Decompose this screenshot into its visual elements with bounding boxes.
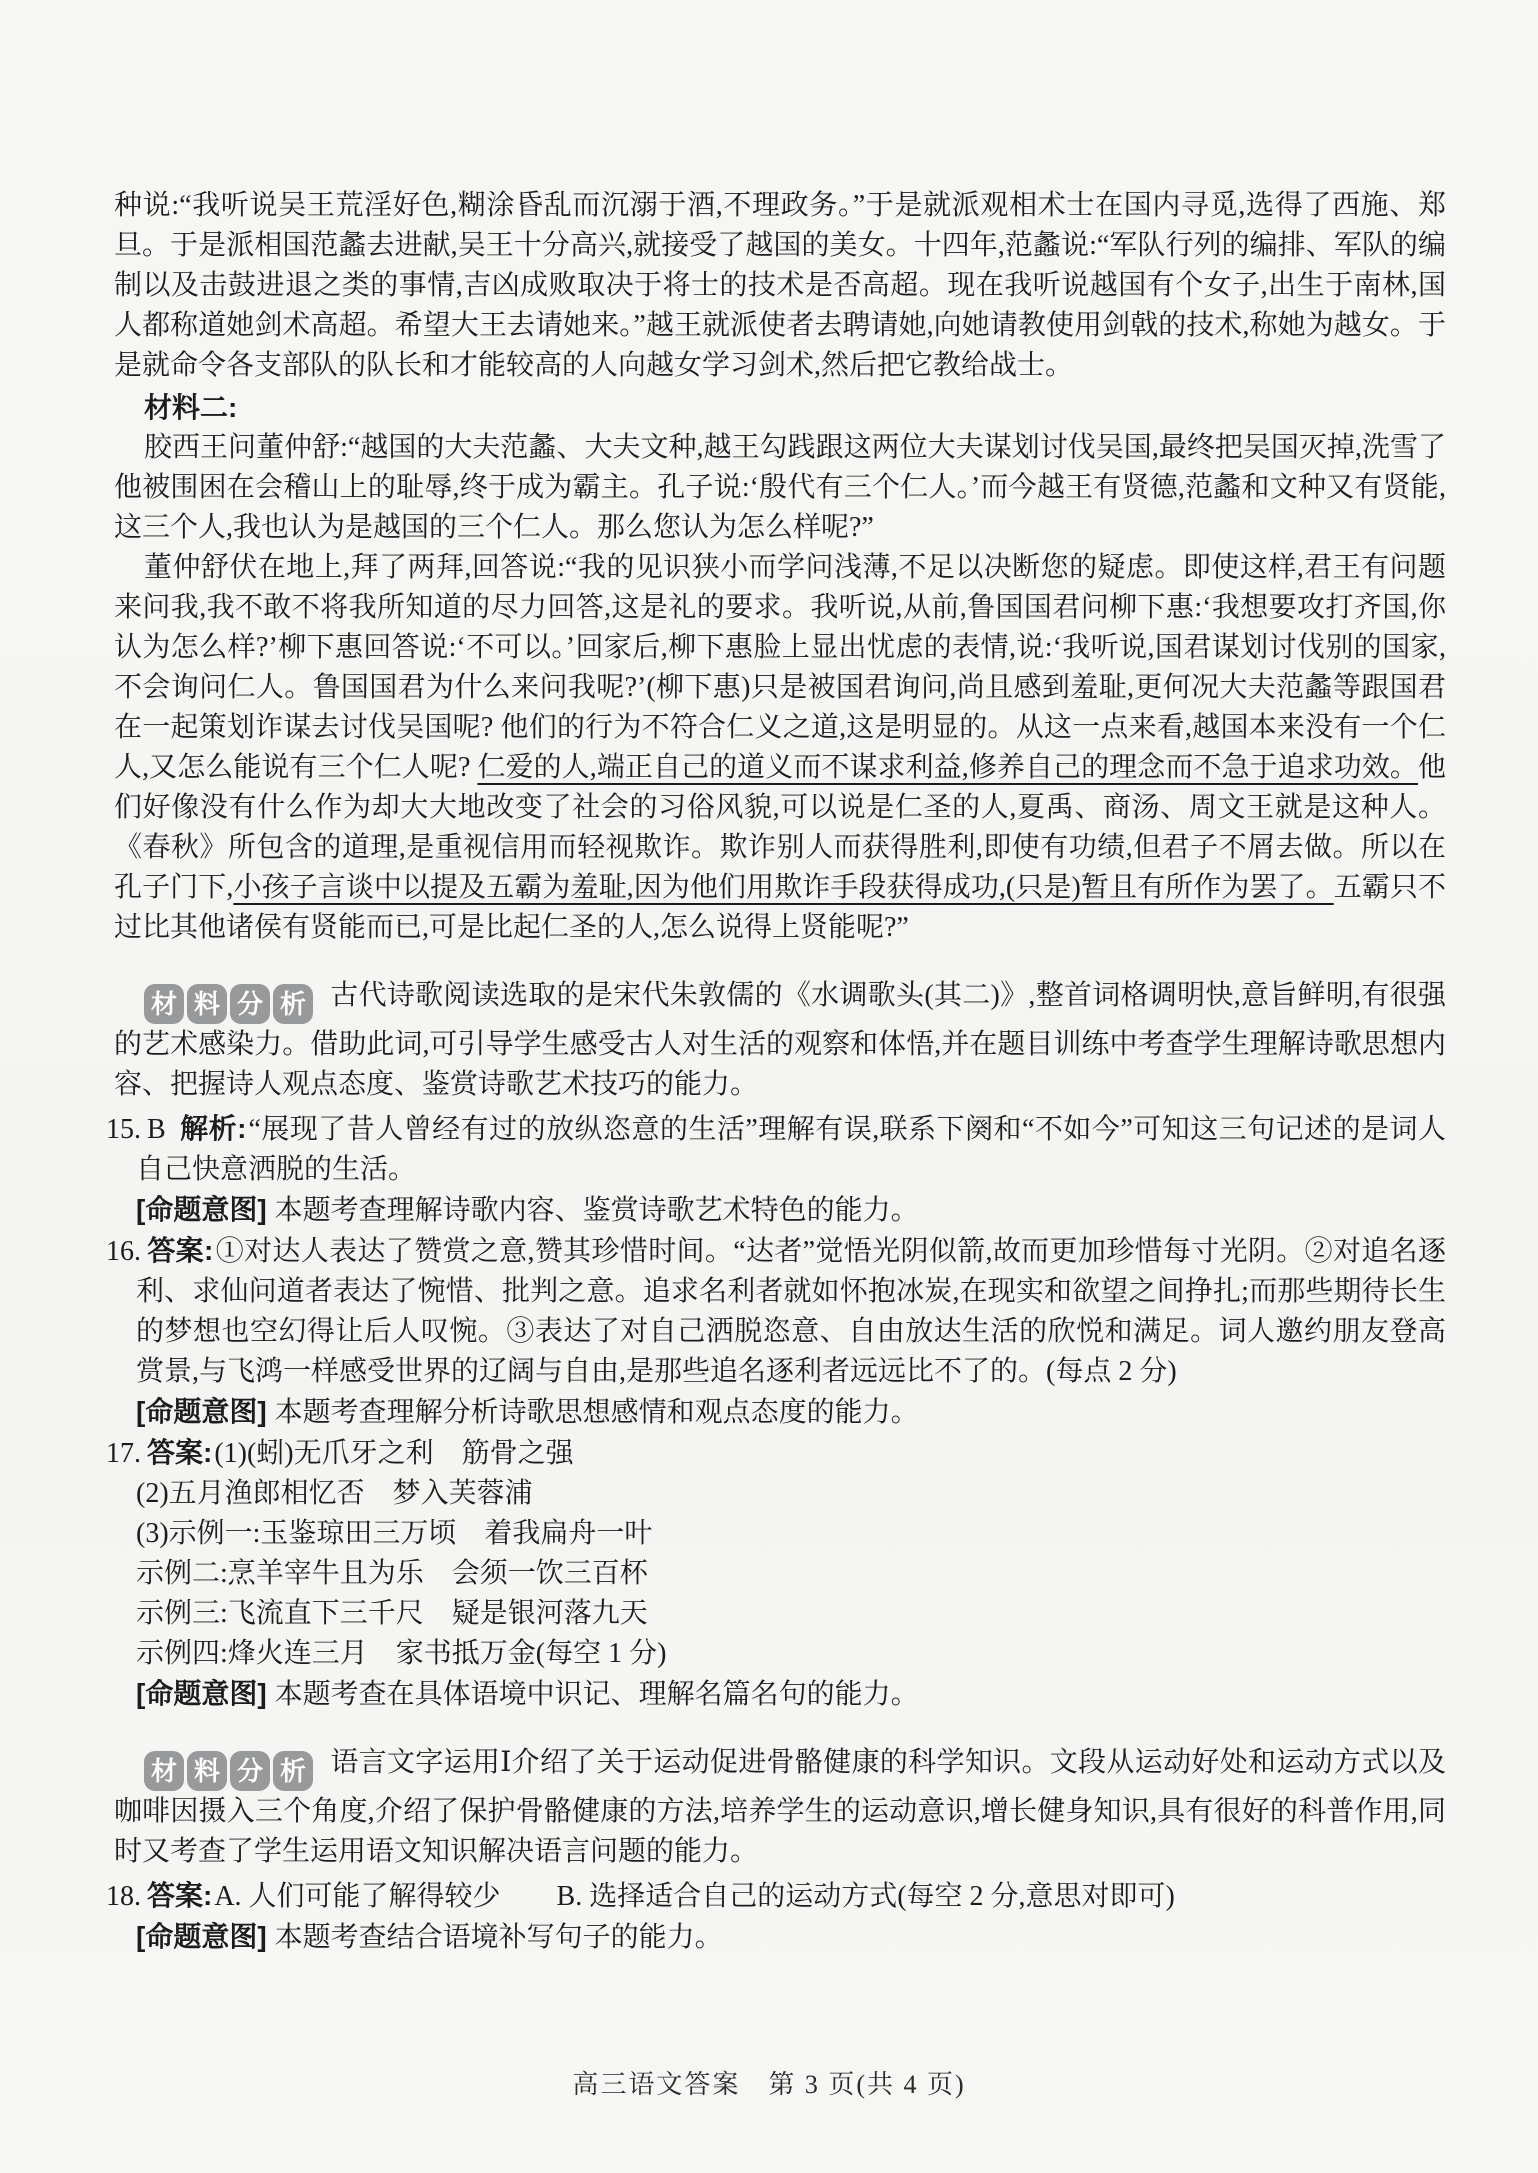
- badge-char-cai: 材: [144, 1751, 184, 1791]
- intent-label: [命题意图]: [136, 1396, 267, 1427]
- answer-sheet-content: [106, 186, 1446, 1958]
- question-18-number: 18.: [106, 1881, 141, 1912]
- badge-char-fen: 分: [230, 984, 270, 1024]
- question-18-answer-text: A. 人们可能了解得较少 B. 选择适合自己的运动方式(每空 2 分,意思对即可): [214, 1881, 1175, 1912]
- question-15-intent-line: [136, 1190, 1446, 1231]
- question-16-answer-text: ①对达人表达了赞赏之意,赞其珍惜时间。“达者”觉悟光阴似箭,故而更加珍惜每寸光阴。②对追名逐利、求仙问道者表达了惋惜、批判之意。追求名利者就如怀抱冰炭,在现实和欲望之间挣扎;而那些期待长生的梦想也空幻得让后人叹惋。③表达了对自己洒脱恣意、自由放达生活的欣悦和满足。词人邀约朋友登高赏景,与飞鸿一样感受世界的辽阔与自由,是那些追名逐利者远远比不了的。(每点 2 分): [136, 1236, 1446, 1387]
- material-analysis-badge: [144, 1751, 316, 1792]
- intent-text: 本题考查结合语境补写句子的能力。: [274, 1922, 723, 1953]
- jiexi-label: 解析:: [179, 1113, 247, 1144]
- badge-char-liao: 料: [187, 1751, 227, 1791]
- question-17-answer-line: 示例四:烽火连三月 家书抵万金(每空 1 分): [136, 1638, 667, 1669]
- question-15: [106, 1109, 1446, 1231]
- question-16: [106, 1231, 1446, 1433]
- para2-segment: 董仲舒伏在地上,拜了两拜,回答说:“我的见识狭小而学问浅薄,不足以决断您的疑虑。即使这样,君王有问题来问我,我不敢不将我所知道的尽力回答,这是礼的要求。我听说,从前,鲁国国君问柳下惠:‘我想要攻打齐国,你认为怎么样?’柳下惠回答说:‘不可以。’回家后,柳下惠脸上显出忧虑的表情,说:‘我听说,国君谋划讨伐别的国家,不会询问仁人。鲁国国君为什么来问我呢?’(柳下惠)只是被国君询问,尚且感到羞耻,更何况大夫范蠡等跟国君在一起策划诈谋去讨伐吴国呢? 他们的行为不符合仁义之道,这是明显的。从这一点来看,越国本来没有一个仁人,又怎么能说有三个仁人呢?: [114, 552, 1446, 783]
- question-17-answer-line: (1)(蚓)无爪牙之利 筋骨之强: [214, 1438, 574, 1469]
- para2-segment: 五霸只不过比其他诸侯有贤能而已,可是比起仁圣的人,怎么说得上贤能呢?”: [114, 872, 1446, 943]
- daan-label: 答案:: [147, 1235, 214, 1266]
- daan-label: 答案:: [147, 1880, 213, 1911]
- question-17-answer-line: (2)五月渔郎相忆否 梦入芙蓉浦: [136, 1478, 533, 1509]
- question-17-number: 17.: [106, 1438, 141, 1469]
- question-17-answer-line: 示例三:飞流直下三千尺 疑是银河落九天: [136, 1598, 648, 1629]
- para2-segment: 他们好像没有什么作为却大大地改变了社会的习俗风貌,可以说是仁圣的人,夏禹、商汤、周文王就是这种人。《春秋》所包含的道理,是重视信用而轻视欺诈。欺诈别人而获得胜利,即使有功绩,但君子不屑去做。所以在孔子门下,: [114, 752, 1446, 903]
- question-15-answer-letter: B: [147, 1114, 166, 1145]
- badge-char-fen: 分: [230, 1751, 270, 1791]
- material-analysis-block-poetry: [114, 976, 1446, 1105]
- intent-text: 本题考查在具体语境中识记、理解名篇名句的能力。: [274, 1679, 919, 1710]
- page-footer: 高三语文答案 第 3 页(共 4 页): [572, 2070, 966, 2099]
- material-analysis-block-language-use: [114, 1743, 1446, 1872]
- question-16-number: 16.: [106, 1236, 141, 1267]
- intent-text: 本题考查理解诗歌内容、鉴赏诗歌艺术特色的能力。: [274, 1195, 919, 1226]
- analysis-text: 古代诗歌阅读选取的是宋代朱敦儒的《水调歌头(其二)》,整首词格调明快,意旨鲜明,有很强的艺术感染力。借助此词,可引导学生感受古人对生活的观察和体悟,并在题目训练中考查学生理解诗歌思想内容、把握诗人观点态度、鉴赏诗歌艺术技巧的能力。: [114, 980, 1446, 1100]
- badge-char-xi: 析: [273, 984, 313, 1024]
- question-15-explanation: “展现了昔人曾经有过的放纵恣意的生活”理解有误,联系下阕和“不如今”可知这三句记述的是词人自己快意洒脱的生活。: [136, 1114, 1446, 1185]
- material-two-paragraph-1: 胶西王问董仲舒:“越国的大夫范蠡、大夫文种,越王勾践跟这两位大夫谋划讨伐吴国,最终把吴国灭掉,洗雪了他被围困在会稽山上的耻辱,终于成为霸主。孔子说:‘殷代有三个仁人。’而今越王有贤德,范蠡和文种又有贤能,这三个人,我也认为是越国的三个仁人。那么您认为怎么样呢?”: [114, 432, 1446, 543]
- badge-char-liao: 料: [187, 984, 227, 1024]
- intent-label: [命题意图]: [136, 1194, 267, 1225]
- analysis-text: 语言文字运用Ⅰ介绍了关于运动促进骨骼健康的科学知识。文段从运动好处和运动方式以及咖啡因摄入三个角度,介绍了保护骨骼健康的方法,培养学生的运动意识,增长健身知识,具有很好的科普作用,同时又考查了学生运用语文知识解决语言问题的能力。: [114, 1747, 1446, 1867]
- question-17-answer-line: (3)示例一:玉鉴琼田三万顷 着我扁舟一叶: [136, 1518, 653, 1549]
- question-17-intent-line: [136, 1674, 1446, 1715]
- material-two-heading: 材料二:: [144, 392, 238, 423]
- para2-underlined-segment: 小孩子言谈中以提及五霸为羞耻,因为他们用欺诈手段获得成功,(只是)暂且有所作为罢了。: [233, 872, 1334, 903]
- intent-label: [命题意图]: [136, 1921, 267, 1952]
- question-18: [106, 1876, 1446, 1958]
- badge-char-xi: 析: [273, 1751, 313, 1791]
- question-17-answer-line: 示例二:烹羊宰牛且为乐 会须一饮三百杯: [136, 1558, 648, 1589]
- question-17: [106, 1433, 1446, 1715]
- daan-label: 答案:: [147, 1437, 213, 1468]
- para2-underlined-segment: 仁爱的人,端正自己的道义而不谋求利益,修养自己的理念而不急于追求功效。: [477, 752, 1418, 783]
- question-15-number: 15.: [106, 1114, 141, 1145]
- badge-char-cai: 材: [144, 984, 184, 1024]
- material-one-translation-end: 种说:“我听说吴王荒淫好色,糊涂昏乱而沉溺于酒,不理政务。”于是就派观相术士在国内寻觅,选得了西施、郑旦。于是派相国范蠡去进献,吴王十分高兴,就接受了越国的美女。十四年,范蠡说:“军队行列的编排、军队的编制以及击鼓进退之类的事情,吉凶成败取决于将士的技术是否高超。现在我听说越国有个女子,出生于南林,国人都称道她剑术高超。希望大王去请她来。”越王就派使者去聘请她,向她请教使用剑戟的技术,称她为越女。于是就命令各支部队的队长和才能较高的人向越女学习剑术,然后把它教给战士。: [114, 190, 1446, 381]
- material-two-paragraph-2: [114, 548, 1446, 948]
- material-analysis-badge: [144, 984, 316, 1025]
- intent-label: [命题意图]: [136, 1678, 267, 1709]
- question-18-intent-line: [136, 1917, 1446, 1958]
- question-16-intent-line: [136, 1392, 1446, 1433]
- intent-text: 本题考查理解分析诗歌思想感情和观点态度的能力。: [274, 1397, 919, 1428]
